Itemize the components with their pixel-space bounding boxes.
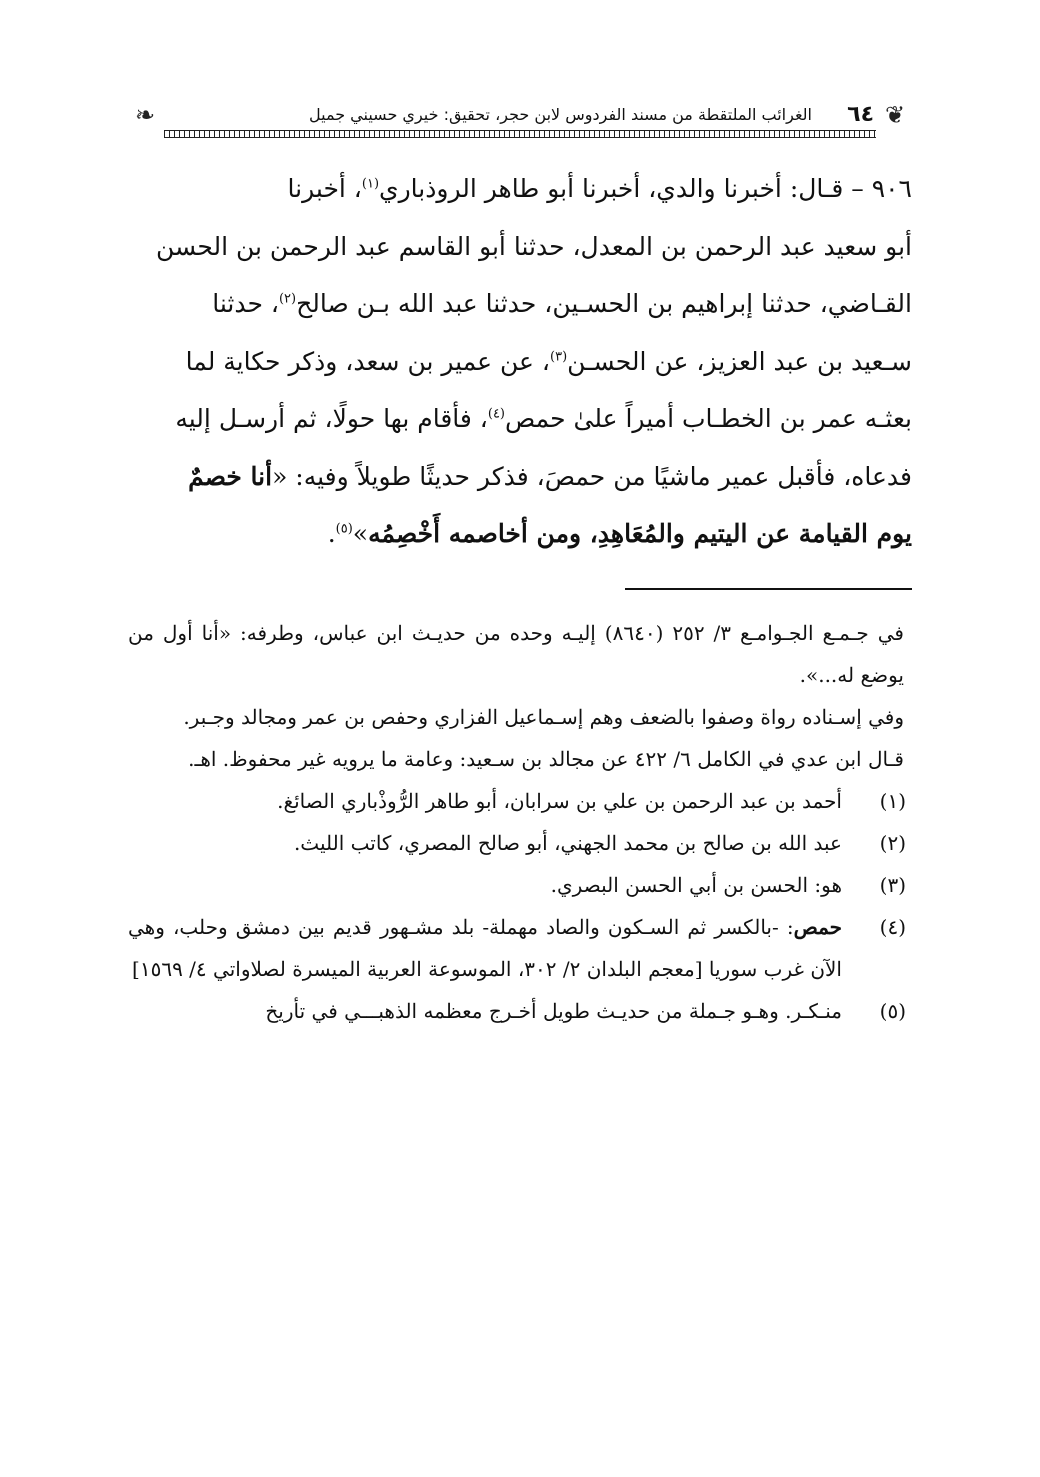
footnote-item bbox=[128, 906, 912, 990]
ornament-left-icon: ❧ bbox=[134, 101, 156, 129]
footnote-continuation bbox=[128, 612, 912, 780]
footnotes bbox=[128, 612, 912, 1032]
ornament-right-icon: ❦ bbox=[884, 101, 906, 129]
footnote-text: حمص: -بالكسر ثم السـكون والصاد مهملة- بلد مشـهور قديم بين دمشق وحلب، وهي الآن غرب سوريا [معجم البلدان ٢/ ٣٠٢، الموسوعة العربية الميسرة لصلاواتي ٤/ ١٥٦٩] bbox=[128, 915, 842, 981]
footnote-text: أحمد بن عبد الرحمن بن علي بن سرابان، أبو طاهر الرُّوذْباري الصائغ. bbox=[277, 789, 842, 813]
footnote-ref[interactable]: (٣) bbox=[550, 349, 568, 365]
footnote-number: (٥) bbox=[879, 999, 906, 1023]
footnote-number: (٣) bbox=[879, 873, 906, 897]
main-line: القـاضي، حدثنا إبراهيم بن الحسـين، حدثنا عبد الله بـن صالح$^{(٢)}$، حدثنا bbox=[212, 289, 912, 318]
footnote-item bbox=[128, 780, 912, 822]
footnote-item bbox=[128, 822, 912, 864]
footnote-paragraph: قـال ابن عدي في الكامل ٦/ ٤٢٢ عن مجالد بن سـعيد: وعامة ما يرويه غير محفوظ. اهـ. bbox=[188, 747, 904, 771]
footnote-text: منـكـر. وهـو جـملة من حديـث طويل أخـرج معظمه الذهبـــي في تأريخ bbox=[265, 999, 842, 1023]
footnote-number: (٤) bbox=[879, 915, 906, 939]
main-line: ٩٠٦ – قـال: أخبرنا والدي، أخبرنا أبو طاهر الروذباري$^{(١)}$، أخبرنا bbox=[287, 174, 912, 203]
page-header bbox=[128, 96, 912, 142]
footnote-text: عبد الله بن صالح بن محمد الجهني، أبو صالح المصري، كاتب الليث. bbox=[293, 831, 842, 855]
main-line: سـعيد بن عبد العزيز، عن الحسـن$^{(٣)}$، عن عمير بن سعد، وذكر حكاية لما bbox=[185, 346, 912, 376]
hadith-quote: أنا خصمٌ bbox=[188, 461, 273, 491]
footnote-divider bbox=[625, 588, 912, 590]
running-title: الغرائب الملتقطة من مسند الفردوس لابن حجر، تحقيق: خيري حسيني جميل bbox=[309, 105, 812, 124]
footnote-item bbox=[128, 990, 912, 1032]
footnote-item bbox=[128, 864, 912, 906]
main-line: يوم القيامة عن اليتيم والمُعَاهِدِ، ومن أخاصمه أَخْصِمُه»$^{(٥)}$. bbox=[327, 519, 912, 548]
footnote-number: (٢) bbox=[879, 831, 906, 855]
main-text bbox=[128, 160, 912, 563]
main-line: أبو سعيد عبد الرحمن بن المعدل، حدثنا أبو القاسم عبد الرحمن بن الحسن bbox=[156, 231, 912, 261]
footnote-paragraph: في جـمـع الجـوامـع ٣/ ٢٥٢ (٨٦٤٠) إليـه وحده من حديـث ابن عباس، وطرفه: «أنا أول من يوضع له...». bbox=[128, 621, 904, 687]
footnote-ref[interactable]: (٥) bbox=[335, 521, 353, 537]
footnote-ref[interactable]: (٤) bbox=[487, 406, 505, 422]
main-line: فدعاه، فأقبل عمير ماشيًا من حمصَ، فذكر حديثًا طويلاً وفيه: «أنا خصمٌ bbox=[188, 461, 912, 491]
footnote-text: هو: الحسن بن أبي الحسن البصري. bbox=[550, 873, 842, 897]
main-line: بعثـه عمر بن الخطـاب أميراً علىٰ حمص$^{(٤)}$، فأقام بها حولًا، ثم أرسـل إليه bbox=[175, 404, 912, 433]
page-number: ٦٤ bbox=[847, 102, 874, 127]
header-rule bbox=[164, 130, 876, 138]
footnote-ref[interactable]: (١) bbox=[361, 176, 380, 192]
footnote-number: (١) bbox=[879, 789, 906, 813]
hadith-quote: يوم القيامة عن اليتيم والمُعَاهِدِ، ومن أخاصمه أَخْصِمُه bbox=[368, 519, 912, 548]
footnote-ref[interactable]: (٢) bbox=[278, 291, 297, 307]
footnote-paragraph: وفي إسـناده رواة وصفوا بالضعف وهم إسـماعيل الفزاري وحفص بن عمر ومجالد وجـبر. bbox=[183, 705, 904, 729]
